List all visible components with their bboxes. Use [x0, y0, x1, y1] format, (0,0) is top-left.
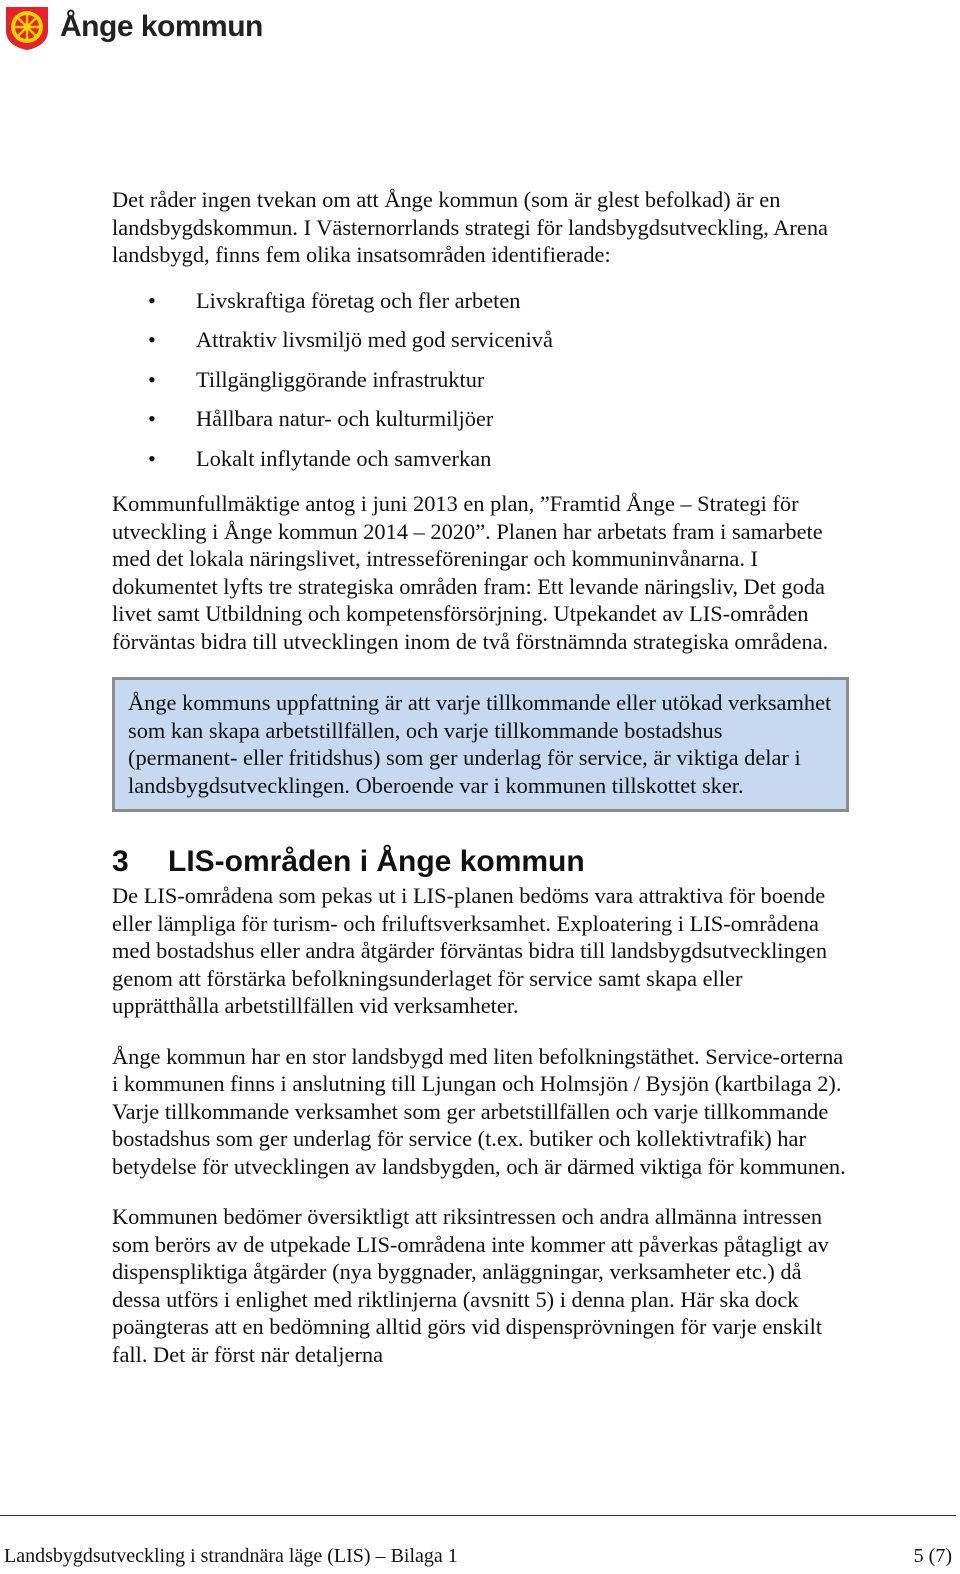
- bullet-icon: •: [148, 445, 156, 471]
- footer-divider: [0, 1515, 956, 1516]
- callout-box: [112, 677, 849, 812]
- section-paragraph: Kommunen bedömer översiktligt att riksintressen och andra allmänna intressen som berörs av de utpekade LIS-områdena inte kommer att påverkas påtagligt av dispenspliktiga åtgärder (nya byggnader, anläggningar, verksamheter etc.) då dessa utförs i enlighet med riktlinjerna (avsnitt 5) i denna plan. Här ska dock poängteras att en bedömning alltid görs vid dispensprövningen för varje enskilt fall. Det är först när detaljerna: [112, 1204, 829, 1367]
- list-item-text: Attraktiv livsmiljö med god servicenivå: [196, 327, 553, 352]
- plan-paragraph: Kommunfullmäktige antog i juni 2013 en plan, ”Framtid Ånge – Strategi för utveckling i Ånge kommun 2014 – 2020”. Planen har arbetats fram i samarbete med det lokala näringslivet, intresseföreningar och kommuninvånarna. I dokumentet lyfts tre strategiska områden fram: Ett levande näringsliv, Det goda livet samt Utbildning och kompetensförsörjning. Utpekandet av LIS-områden förväntas bidra till utvecklingen inom de två förstnämnda strategiska områdena.: [112, 491, 829, 654]
- document-body: [112, 186, 852, 1368]
- footer-page-number: 5 (7): [913, 1545, 952, 1567]
- footer-document-title: Landsbygdsutveckling i strandnära läge (LIS) – Bilaga 1: [4, 1545, 458, 1567]
- list-item-text: Tillgängliggörande infrastruktur: [196, 366, 485, 392]
- section-heading: [112, 844, 852, 880]
- section-paragraph: Ånge kommun har en stor landsbygd med liten befolkningstäthet. Service-orterna i kommunen finns i anslutning till Ljungan och Holmsjön / Bysjön (kartbilaga 2). Varje tillkommande verksamhet som ger arbetstillfällen och varje tillkommande bostadshus som ger underlag för service (t.ex. butiker och kollektivtrafik) har betydelse för utvecklingen av landsbygden, och är därmed viktiga för kommunen.: [112, 1043, 846, 1179]
- list-item: [112, 399, 852, 439]
- section-number: 3: [112, 845, 129, 878]
- list-item-text: Hållbara natur- och kulturmiljöer: [196, 406, 494, 431]
- bullet-icon: •: [148, 406, 156, 431]
- list-item-text: Livskraftiga företag och fler arbeten: [196, 287, 521, 313]
- logo-text: Ånge kommun: [60, 10, 263, 43]
- wheel-emblem-icon: [4, 5, 50, 51]
- section-title: LIS-områden i Ånge kommun: [168, 845, 585, 878]
- header-logo: [4, 2, 263, 54]
- intro-paragraph: Det råder ingen tvekan om att Ånge kommun (som är glest befolkad) är en landsbygdskommun. I Västernorrlands strategi för landsbygdsutveckling, Arena landsbygd, finns fem olika insatsområden identifierade:: [112, 187, 828, 267]
- list-item: [112, 439, 852, 479]
- list-item: [112, 320, 852, 360]
- bullet-icon: •: [148, 366, 156, 392]
- bullet-icon: •: [148, 327, 156, 352]
- focus-area-list: [112, 281, 852, 479]
- section-paragraph: De LIS-områdena som pekas ut i LIS-planen bedöms vara attraktiva för boende eller lämpliga för turism- och friluftsverksamhet. Exploatering i LIS-områdena med bostadshus eller andra åtgärder förväntas bidra till landsbygdsutvecklingen genom att förstärka befolkningsunderlaget för service samt skapa eller upprätthålla arbetstillfällen vid verksamheter.: [112, 883, 828, 1018]
- list-item: [112, 281, 852, 321]
- list-item: [112, 360, 852, 400]
- list-item-text: Lokalt inflytande och samverkan: [196, 445, 492, 471]
- bullet-icon: •: [148, 287, 156, 313]
- callout-text: Ånge kommuns uppfattning är att varje tillkommande eller utökad verksamhet som kan skapa arbetstillfällen, och varje tillkommande bostadshus (permanent- eller fritidshus) som ger underlag för service, är viktiga delar i landsbygdsutvecklingen. Oberoende var i kommunen tillskottet sker.: [128, 690, 832, 798]
